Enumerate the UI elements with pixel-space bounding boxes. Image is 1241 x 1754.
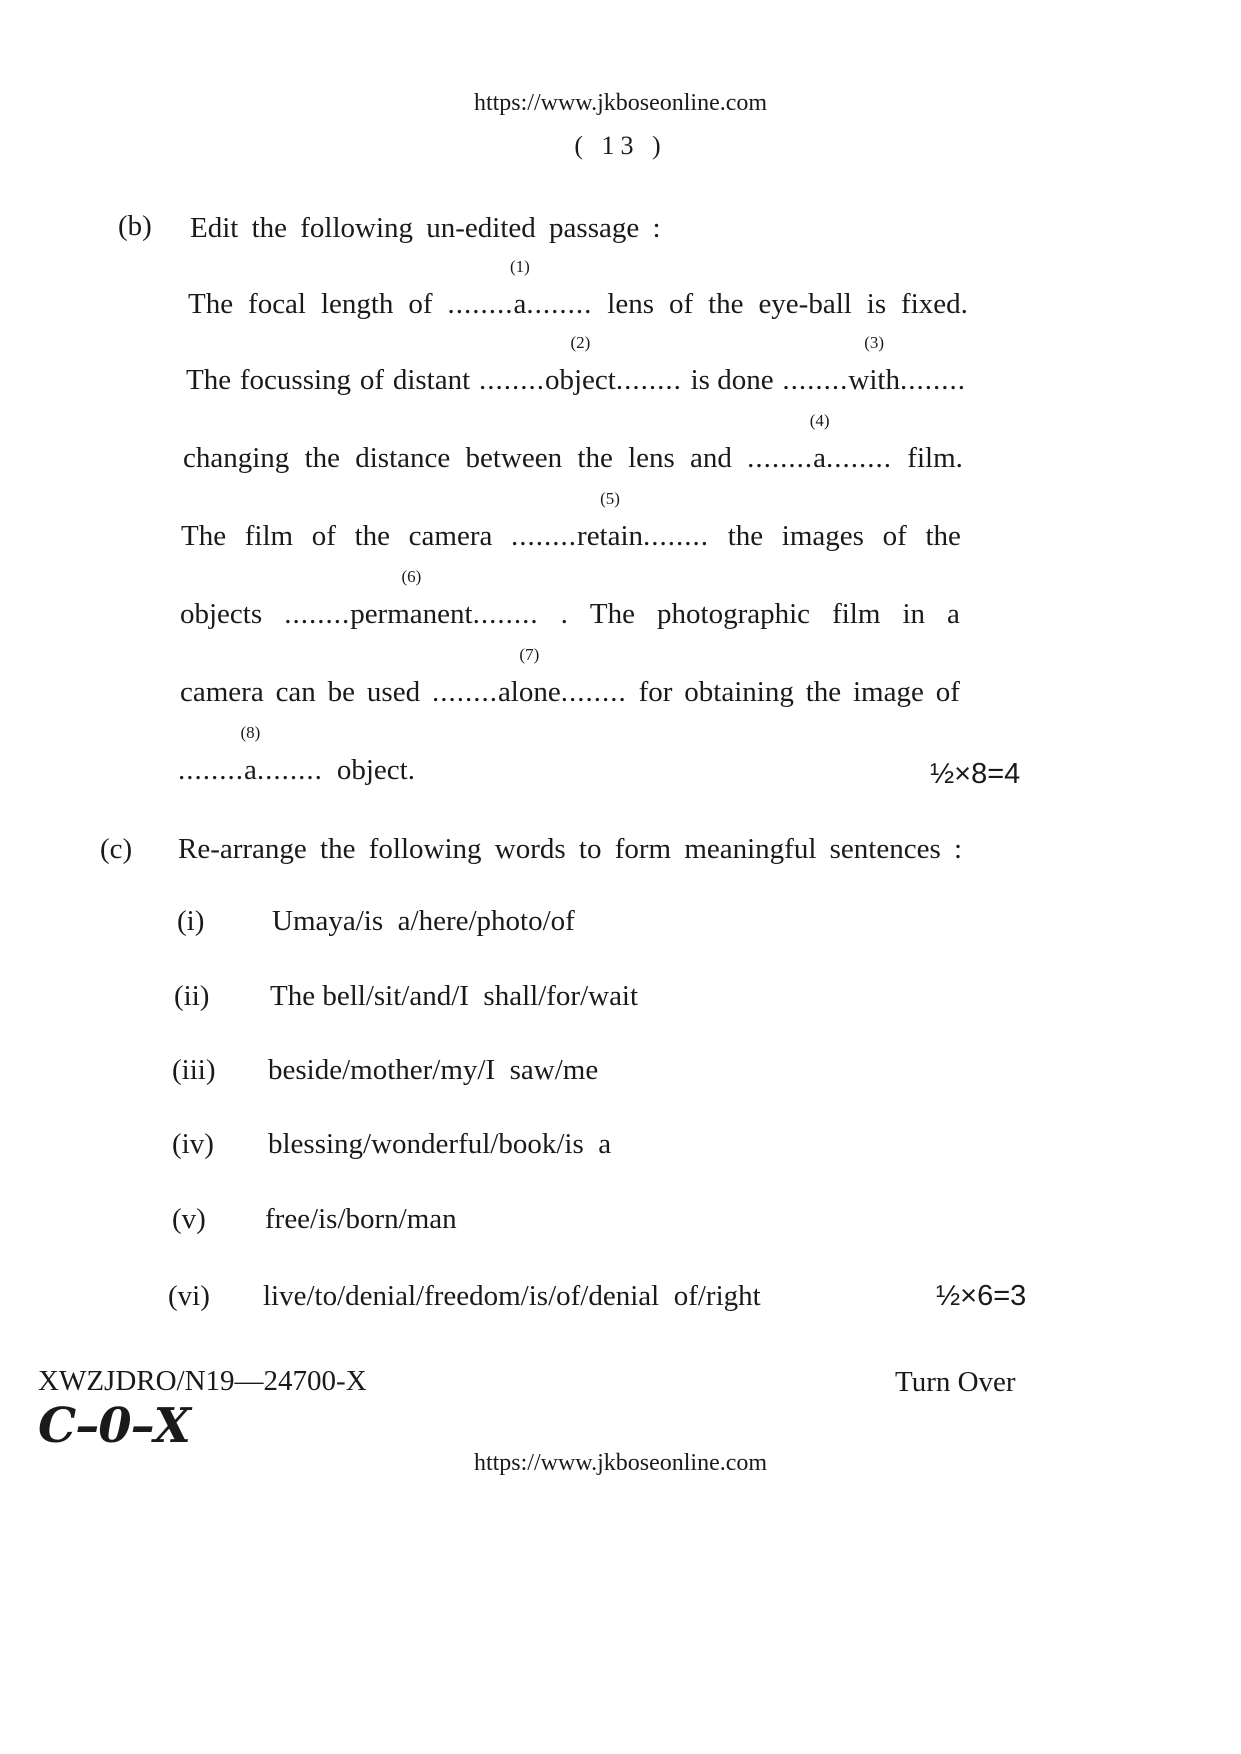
blank-number: (3) xyxy=(864,333,885,352)
item-number: (v) xyxy=(172,1203,206,1235)
blank-dots: ........ xyxy=(472,598,539,630)
blank-word: alone xyxy=(497,676,561,708)
item-text: blessing/wonderful/book/is a xyxy=(268,1128,612,1160)
passage-word: focussing xyxy=(239,364,352,396)
page-number: ( 13 ) xyxy=(574,131,667,160)
passage-word: length xyxy=(320,288,394,320)
passage-word: The xyxy=(181,520,227,552)
blank-word: retain xyxy=(577,520,644,552)
passage-word: can xyxy=(275,676,316,708)
passage-line xyxy=(180,645,960,716)
passage-word: film. xyxy=(907,442,963,474)
section-b-marks: ½×8=4 xyxy=(930,758,1021,790)
blank-word: a xyxy=(513,288,527,320)
blank-number: (4) xyxy=(809,411,830,430)
passage-word: fixed. xyxy=(901,288,968,320)
blank-word: object xyxy=(544,364,616,396)
passage-word: is xyxy=(866,288,887,320)
passage-line xyxy=(188,257,968,328)
passage-line xyxy=(186,333,966,404)
passage-blank xyxy=(447,257,593,321)
passage-word: objects xyxy=(180,598,263,630)
passage-word: the xyxy=(727,520,764,552)
item-number: (i) xyxy=(177,905,205,937)
blank-number: (2) xyxy=(570,333,591,352)
passage-word: obtaining xyxy=(684,676,794,708)
header-url: https://www.jkboseonline.com xyxy=(473,90,768,116)
item-text: Umaya/is a/here/photo/of xyxy=(272,905,575,937)
section-c-marks: ½×6=3 xyxy=(936,1280,1027,1312)
item-text: beside/mother/my/I saw/me xyxy=(268,1054,599,1086)
passage-word: the xyxy=(304,442,340,474)
passage-word: focal xyxy=(248,288,306,320)
blank-dots: ........ xyxy=(747,442,814,474)
passage-word: camera xyxy=(180,676,264,708)
passage-word: of xyxy=(311,520,336,552)
passage-word: film xyxy=(832,598,881,630)
blank-dots: ........ xyxy=(478,364,545,396)
footer-url: https://www.jkboseonline.com xyxy=(473,1450,768,1476)
passage-line xyxy=(180,567,960,638)
blank-word: permanent xyxy=(350,598,473,630)
section-c-heading: Re-arrange the following words to form meaningful sentences : xyxy=(178,833,963,865)
blank-dots: ........ xyxy=(178,754,244,786)
section-b-label: (b) xyxy=(118,210,152,242)
blank-number: (6) xyxy=(401,567,422,586)
passage-word: be xyxy=(327,676,356,708)
passage-word: distance xyxy=(355,442,451,474)
passage-word: of xyxy=(359,364,385,396)
item-text: free/is/born/man xyxy=(265,1203,457,1235)
paper-logo: C–0–X xyxy=(38,1398,190,1454)
paper-code: XWZJDRO/N19—24700-X xyxy=(38,1365,367,1397)
passage-word: used xyxy=(366,676,421,708)
blank-dots: ........ xyxy=(284,598,351,630)
passage-word: in xyxy=(902,598,925,630)
blank-dots: ........ xyxy=(615,364,682,396)
passage-blank xyxy=(747,411,893,475)
passage-text: is done xyxy=(690,364,774,396)
section-b-heading: Edit the following un-edited passage : xyxy=(190,212,661,244)
passage-blank xyxy=(284,567,539,631)
passage-word: camera xyxy=(408,520,493,552)
item-number: (iii) xyxy=(172,1054,216,1086)
item-text: live/to/denial/freedom/is/of/denial of/right xyxy=(263,1280,761,1312)
blank-number: (8) xyxy=(240,723,261,742)
passage-line xyxy=(183,411,963,482)
passage-word: . xyxy=(560,598,568,630)
blank-dots: ........ xyxy=(560,676,627,708)
passage-word: lens xyxy=(628,442,675,474)
passage-word: lens xyxy=(607,288,655,320)
passage-word: of xyxy=(935,676,960,708)
blank-number: (5) xyxy=(600,489,620,508)
passage-word: the xyxy=(577,442,613,474)
passage-word: changing xyxy=(183,442,290,474)
item-text: The bell/sit/and/I shall/for/wait xyxy=(270,980,639,1012)
passage-line xyxy=(178,723,878,794)
blank-number: (7) xyxy=(519,645,540,664)
blank-word: a xyxy=(813,442,827,474)
passage-word: The xyxy=(589,598,635,630)
passage-word: distant xyxy=(392,364,471,396)
passage-word: eye-ball xyxy=(758,288,852,320)
passage-word: the xyxy=(354,520,391,552)
blank-word: a xyxy=(244,754,257,786)
passage-blank xyxy=(178,723,323,787)
item-number: (iv) xyxy=(172,1128,214,1160)
blank-dots: ........ xyxy=(826,442,893,474)
passage-word: images xyxy=(781,520,864,552)
passage-word: and xyxy=(690,442,732,474)
passage-word: The xyxy=(186,364,232,396)
passage-word: the xyxy=(708,288,744,320)
passage-word: the xyxy=(925,520,961,552)
blank-dots: ........ xyxy=(431,676,498,708)
passage-blank xyxy=(478,333,682,397)
passage-word: image xyxy=(853,676,924,708)
blank-number: (1) xyxy=(510,257,530,276)
passage-text: object. xyxy=(336,754,415,786)
passage-word: photographic xyxy=(657,598,811,630)
passage-word: of xyxy=(408,288,433,320)
item-number: (vi) xyxy=(168,1280,210,1312)
blank-dots: ........ xyxy=(511,520,578,552)
passage-word: of xyxy=(882,520,907,552)
section-c-label: (c) xyxy=(100,833,133,865)
passage-line xyxy=(181,489,961,560)
passage-word: of xyxy=(668,288,694,320)
passage-word: a xyxy=(947,598,960,630)
passage-blank xyxy=(511,489,710,553)
blank-dots: ........ xyxy=(526,288,593,320)
passage-word: the xyxy=(805,676,842,708)
blank-word: with xyxy=(848,364,900,396)
passage-blank xyxy=(431,645,627,709)
passage-word: The xyxy=(188,288,234,320)
blank-dots: ........ xyxy=(256,754,323,786)
blank-dots: ........ xyxy=(447,288,514,320)
blank-dots: ........ xyxy=(899,364,966,396)
blank-dots: ........ xyxy=(782,364,849,396)
passage-word: film xyxy=(244,520,294,552)
blank-dots: ........ xyxy=(643,520,710,552)
passage-blank xyxy=(782,333,966,397)
item-number: (ii) xyxy=(174,980,210,1012)
turn-over-label: Turn Over xyxy=(895,1366,1016,1398)
passage-word: for xyxy=(638,676,673,708)
passage-word: between xyxy=(465,442,563,474)
